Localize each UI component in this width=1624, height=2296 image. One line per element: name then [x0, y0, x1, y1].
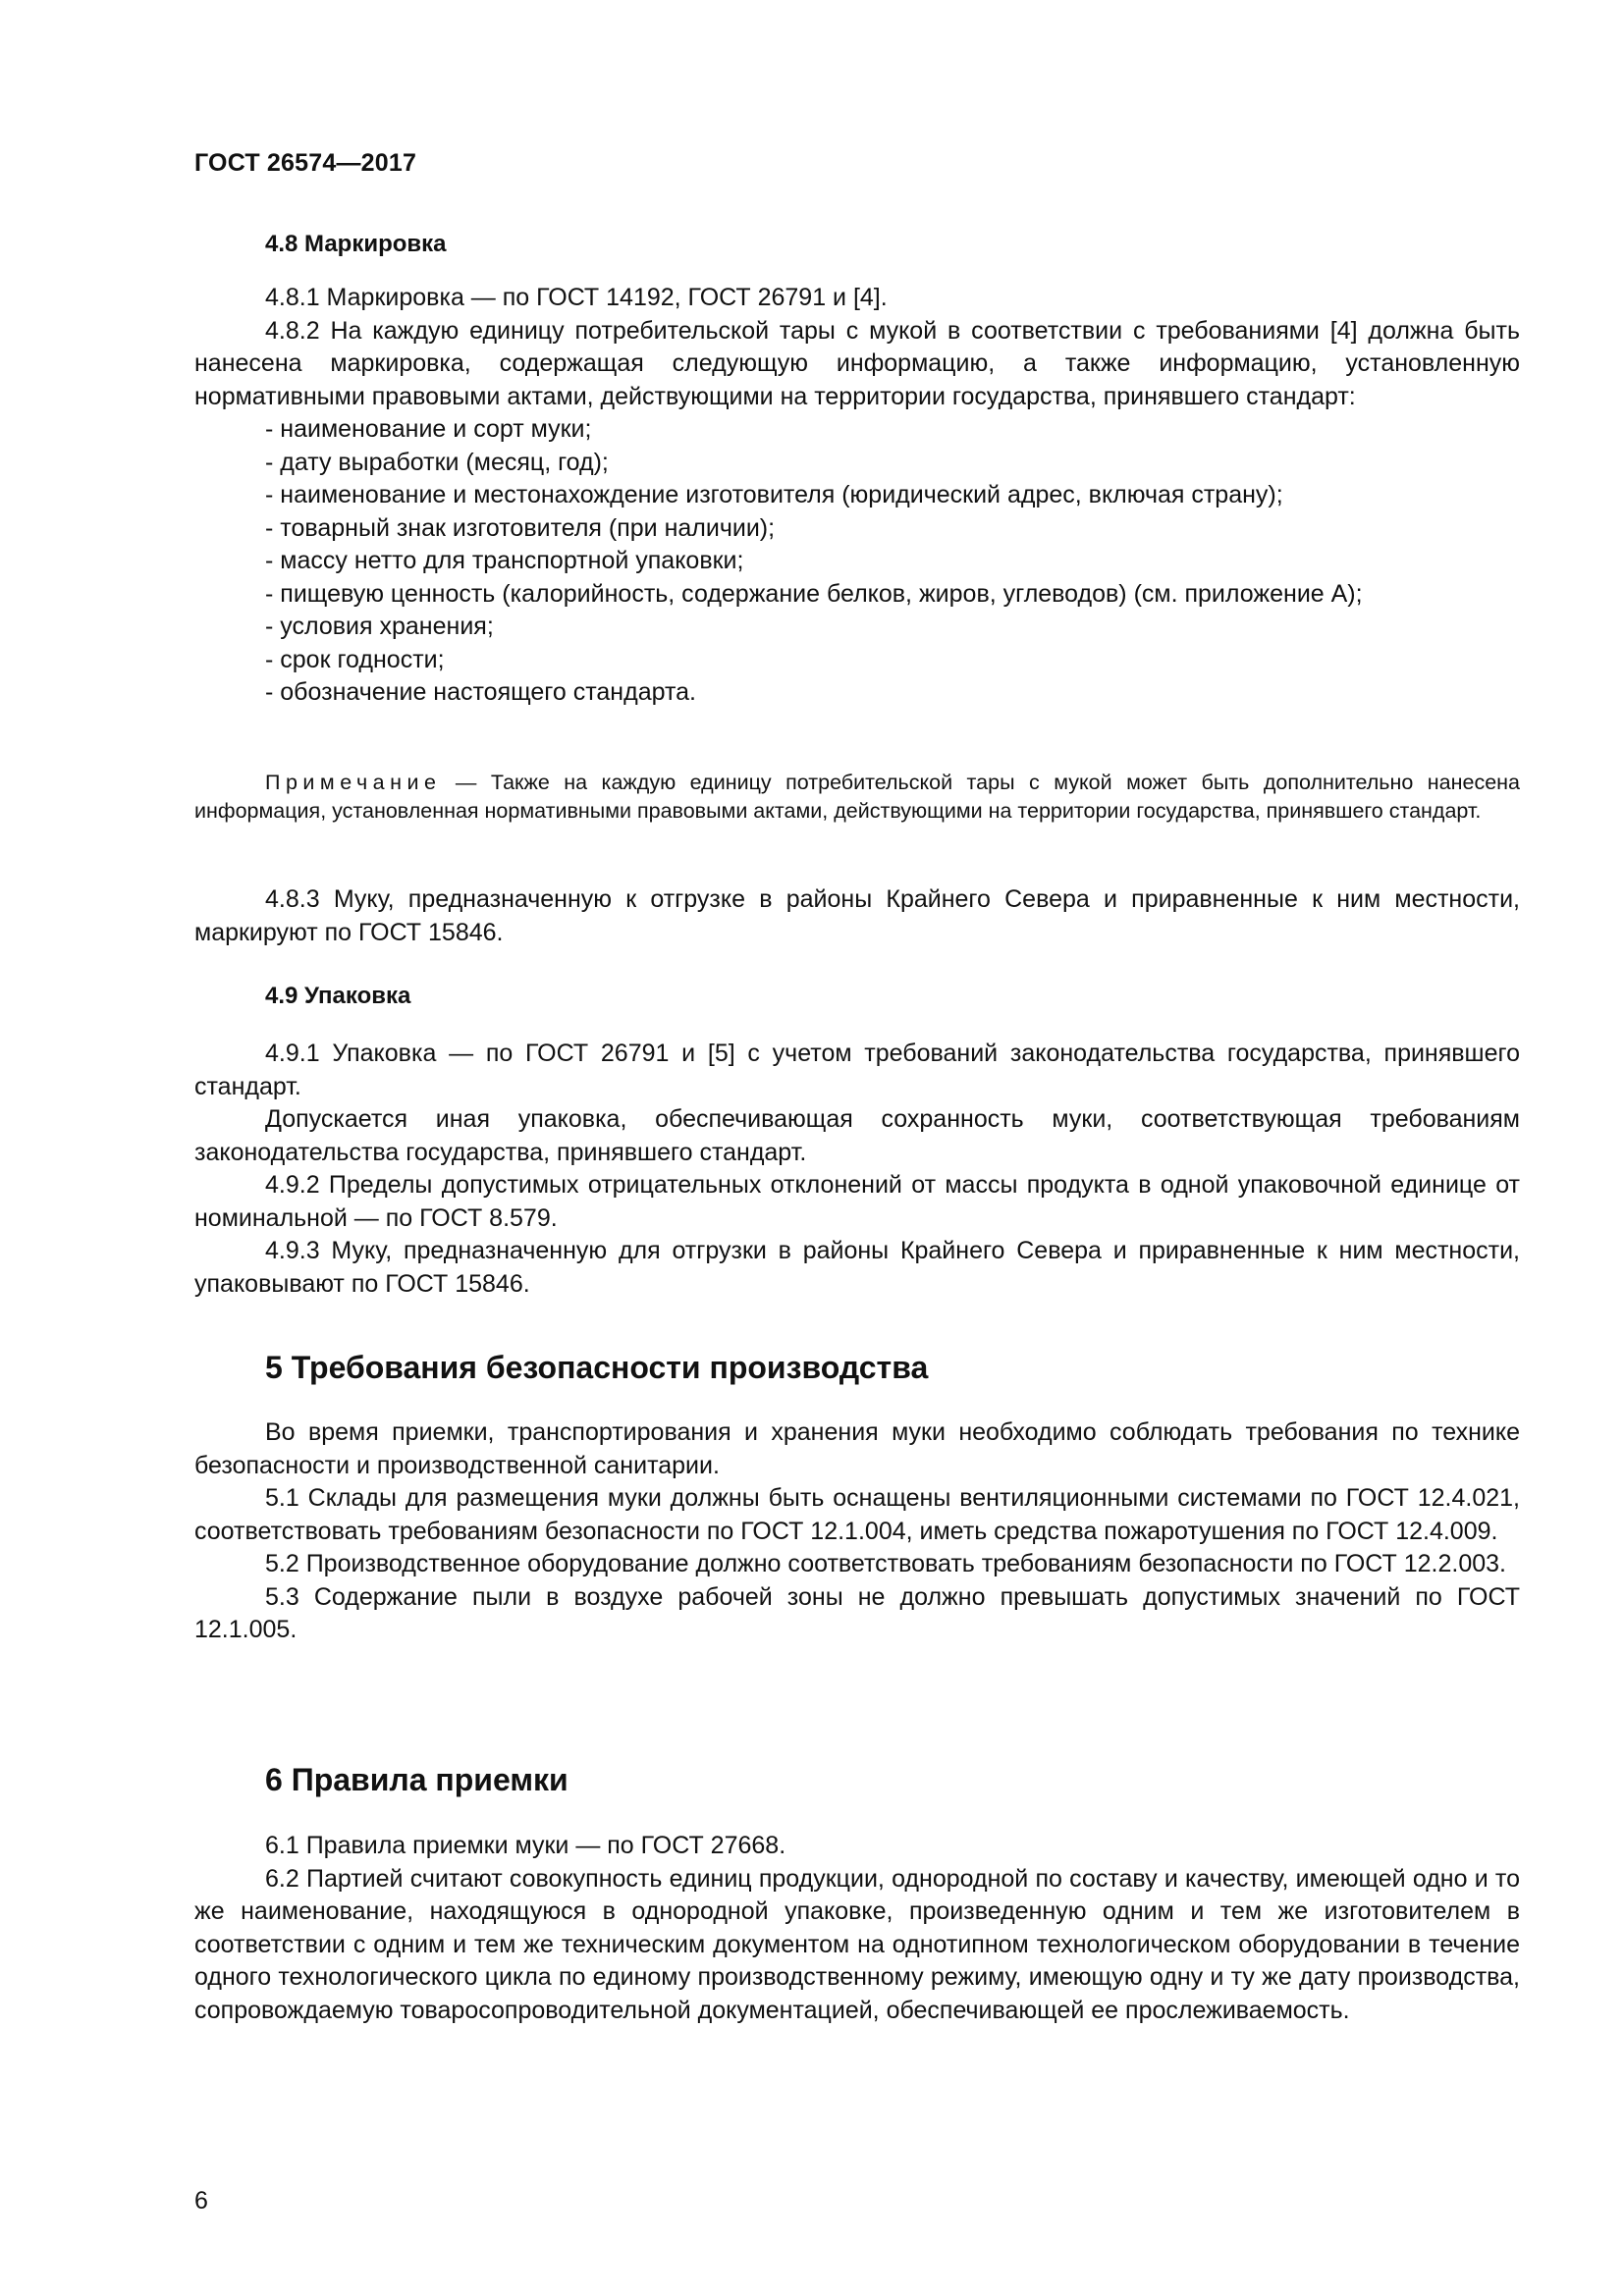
note-paragraph	[194, 769, 1520, 826]
paragraph-5-intro: Во время приемки, транспортирования и хранения муки необходимо соблюдать требования по технике безопасности и производственной санитарии.	[194, 1418, 1520, 1479]
document-code: ГОСТ 26574—2017	[194, 149, 417, 177]
paragraph-5-3: 5.3 Содержание пыли в воздухе рабочей зоны не должно превышать допустимых значений по ГОСТ 12.1.005.	[194, 1582, 1520, 1643]
paragraph-4-8-3-block	[194, 883, 1520, 949]
page-number: 6	[194, 2187, 208, 2215]
list-item: - условия хранения;	[194, 611, 1520, 644]
list-item: - товарный знак изготовителя (при наличии);	[194, 512, 1520, 546]
section-5-body	[194, 1416, 1520, 1647]
list-item: - срок годности;	[194, 644, 1520, 677]
section-4-8-body	[194, 282, 1520, 710]
paragraph-4-8-1: 4.8.1 Маркировка — по ГОСТ 14192, ГОСТ 26791 и [4].	[265, 284, 888, 311]
list-item: - массу нетто для транспортной упаковки;	[194, 545, 1520, 578]
section-5-title: 5 Требования безопасности производства	[265, 1350, 929, 1385]
section-6-title: 6 Правила приемки	[265, 1762, 568, 1797]
paragraph-6-2: 6.2 Партией считают совокупность единиц продукции, однородной по составу и качеству, имеющей одно и то же наименование, находящуюся в однородной упаковке, произведенную одним и тем же изготовителем в соответствии с одним и тем же техническим документом на однотипном технологическом оборудовании в течение одного технологического цикла по единому производственному режиму, имеющую одну и ту же дату производства, сопровождаемую товаросопроводительной документацией, обеспечивающей ее прослеживаемость.	[194, 1864, 1520, 2024]
note-text: — Также на каждую единицу потребительской тары с мукой может быть дополнительно нанесена информация, установленная нормативными правовыми актами, действующими на территории государства, принявшего стандарт.	[194, 771, 1520, 823]
list-item: - обозначение настоящего стандарта.	[194, 676, 1520, 710]
list-item: - пищевую ценность (калорийность, содержание белков, жиров, углеводов) (см. приложение А);	[194, 578, 1520, 612]
list-item: - дату выработки (месяц, год);	[194, 447, 1520, 480]
paragraph-4-9-3: 4.9.3 Муку, предназначенную для отгрузки в районы Крайнего Севера и приравненные к ним местности, упаковывают по ГОСТ 15846.	[194, 1237, 1520, 1298]
list-item: - наименование и сорт муки;	[194, 413, 1520, 447]
note-block	[194, 769, 1520, 826]
paragraph-4-9-1: 4.9.1 Упаковка — по ГОСТ 26791 и [5] с учетом требований законодательства государства, принявшего стандарт.	[194, 1040, 1520, 1100]
list-item: - наименование и местонахождение изготовителя (юридический адрес, включая страну);	[194, 479, 1520, 512]
paragraph-5-1: 5.1 Склады для размещения муки должны быть оснащены вентиляционными системами по ГОСТ 12.4.021, соответствовать требованиям безопасности по ГОСТ 12.1.004, иметь средства пожаротушения по ГОСТ 12.4.009.	[194, 1484, 1520, 1545]
section-4-8-title: 4.8 Маркировка	[265, 231, 447, 257]
marking-list	[194, 413, 1520, 710]
note-label: Примечание	[265, 771, 442, 794]
section-4-9-body	[194, 1038, 1520, 1301]
paragraph-4-9-1-note: Допускается иная упаковка, обеспечивающая сохранность муки, соответствующая требованиям законодательства государства, принявшего стандарт.	[194, 1105, 1520, 1166]
section-4-9-title: 4.9 Упаковка	[265, 983, 411, 1009]
paragraph-5-2: 5.2 Производственное оборудование должно соответствовать требованиям безопасности по ГОСТ 12.2.003.	[265, 1550, 1506, 1577]
section-6-body	[194, 1830, 1520, 2027]
paragraph-4-8-3: 4.8.3 Муку, предназначенную к отгрузке в районы Крайнего Севера и приравненные к ним местности, маркируют по ГОСТ 15846.	[194, 885, 1520, 946]
paragraph-4-9-2: 4.9.2 Пределы допустимых отрицательных отклонений от массы продукта в одной упаковочной единице от номинальной — по ГОСТ 8.579.	[194, 1171, 1520, 1232]
paragraph-4-8-2: 4.8.2 На каждую единицу потребительской тары с мукой в соответствии с требованиями [4] должна быть нанесена маркировка, содержащая следующую информацию, а также информацию, установленную нормативными правовыми актами, действующими на территории государства, принявшего стандарт:	[194, 316, 1520, 410]
paragraph-6-1: 6.1 Правила приемки муки — по ГОСТ 27668.	[265, 1832, 786, 1859]
